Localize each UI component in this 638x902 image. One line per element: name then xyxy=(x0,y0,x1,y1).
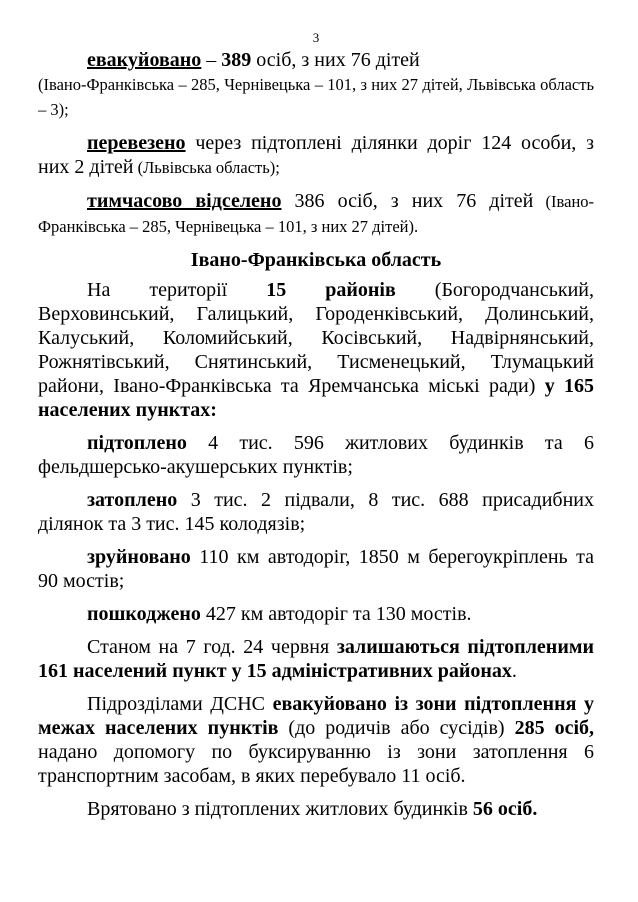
inundated-label: затоплено xyxy=(87,489,178,511)
paragraph-rescued xyxy=(38,797,594,821)
dsns-mid: (до родичів або сусідів) xyxy=(278,717,515,739)
paragraph-flooded xyxy=(38,431,594,479)
territory-districts: 15 районів xyxy=(266,279,396,301)
destroyed-label: зруйновано xyxy=(87,546,191,568)
flooded-text: 4 тис. 596 житлових будинків та 6 фельдшерсько-акушерських пунктів; xyxy=(38,432,594,478)
transported-text: через підтоплені ділянки доріг 124 особи, з них 2 дітей xyxy=(38,132,594,178)
paragraph-dsns xyxy=(38,692,594,788)
paragraph-status xyxy=(38,635,594,683)
territory-list: (Богородчанський, Верховинський, Галицький, Городенківський, Долинський, Калуський, Коломийський, Косівський, Надвірнянський, Рожнятівський, Снятинський, Тисменецький, Тлумацький райони, Івано-Франківська та Яремчанська міські ради) xyxy=(38,279,594,397)
evacuated-count: 389 xyxy=(221,49,252,71)
relocated-detail: (Івано-Франківська – 285, Чернівецька – 101, з них 27 дітей). xyxy=(38,192,595,236)
damaged-label: пошкоджено xyxy=(87,603,201,625)
transported-label: перевезено xyxy=(87,132,186,154)
paragraph-evacuated xyxy=(38,48,594,122)
inundated-text: 3 тис. 2 підвали, 8 тис. 688 присадибних ділянок та 3 тис. 145 колодязів; xyxy=(38,489,594,535)
damaged-text: 427 км автодоріг та 130 мостів. xyxy=(200,603,472,625)
paragraph-destroyed xyxy=(38,545,594,593)
flooded-label: підтоплено xyxy=(87,432,187,454)
dsns-bold-evacuated: евакуйовано із зони підтоплення у межах населених пунктів xyxy=(38,693,594,739)
document-page xyxy=(38,30,594,830)
paragraph-transported xyxy=(38,131,594,180)
dsns-bold-count: 285 осіб, xyxy=(514,717,594,739)
relocated-text: 386 осіб, з них 76 дітей xyxy=(281,190,534,212)
destroyed-text: 110 км автодоріг, 1850 м берегоукріплень та 90 мостів; xyxy=(38,546,594,592)
paragraph-damaged xyxy=(38,602,594,626)
status-bold: залишаються підтопленими 161 населений пункт у 15 адміністративних районах xyxy=(38,636,594,682)
status-end: . xyxy=(511,660,517,682)
paragraph-inundated xyxy=(38,488,594,536)
transported-detail: (Львівська область); xyxy=(133,158,280,177)
rescued-lead: Врятовано з підтоплених житлових будинків xyxy=(87,798,473,820)
evacuated-dash: – xyxy=(201,49,222,71)
status-lead: Станом на 7 год. 24 червня xyxy=(87,636,337,658)
territory-lead: На території xyxy=(87,279,267,301)
paragraph-relocated xyxy=(38,189,594,239)
evacuated-text: осіб, з них 76 дітей xyxy=(251,49,420,71)
relocated-label: тимчасово відселено xyxy=(87,190,282,212)
section-heading: Івано-Франківська область xyxy=(190,249,442,271)
rescued-count: 56 осіб. xyxy=(472,798,538,820)
page-number: 3 xyxy=(312,30,320,45)
dsns-lead: Підрозділами ДСНС xyxy=(87,693,273,715)
territory-settlements: у 165 населених пунктах: xyxy=(38,375,595,421)
dsns-end: надано допомогу по буксируванню із зони затоплення 6 транспортним засобам, в яких перебувало 11 осіб. xyxy=(38,741,594,787)
evacuated-detail: (Івано-Франківська – 285, Чернівецька – 101, з них 27 дітей, Львівська область – 3); xyxy=(38,75,594,119)
paragraph-territory xyxy=(38,278,594,422)
evacuated-label: евакуйовано xyxy=(87,49,202,71)
